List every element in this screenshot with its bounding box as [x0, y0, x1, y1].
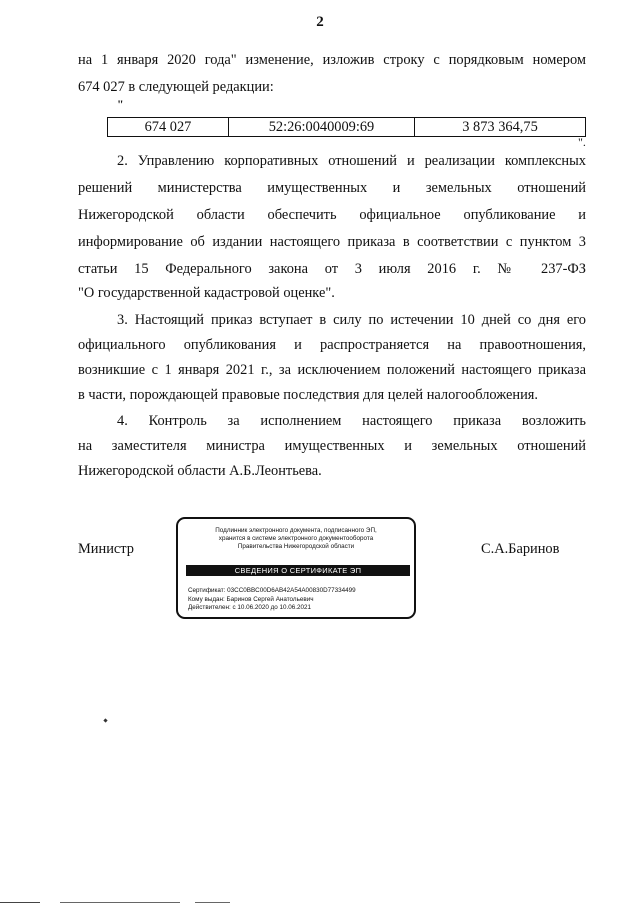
stamp-certificate-bar: СВЕДЕНИЯ О СЕРТИФИКАТЕ ЭП: [186, 565, 410, 576]
stamp-header-line: Подлинник электронного документа, подписанного ЭП,: [215, 527, 377, 534]
stamp-header-line: Правительства Нижегородской области: [237, 543, 355, 550]
para2-line-1: 2. Управлению корпоративных отношений и реализации комплексных: [117, 153, 586, 169]
table-row: [108, 118, 586, 137]
quote-open-mark: ": [117, 97, 124, 111]
quote-close-mark: ".: [578, 135, 586, 149]
para2-line-2: решений министерства имущественных и земельных отношений: [78, 180, 586, 196]
stamp-certificate-serial: Сертификат: 03CC0BBC00D6AB42A54A00830D77334499: [188, 587, 356, 594]
para3-line-4: в части, порождающей правовые последствия для целей налогообложения.: [78, 387, 538, 403]
para4-line-2: на заместителя министра имущественных и земельных отношений: [78, 438, 586, 454]
para2-line-6: "О государственной кадастровой оценке".: [78, 285, 335, 301]
record-table: [107, 117, 586, 137]
electronic-signature-stamp: [176, 517, 416, 619]
scan-speck: [103, 718, 107, 722]
para2-line-5: статьи 15 Федерального закона от 3 июля 2016 г. № 237-ФЗ: [78, 261, 586, 277]
record-number-cell: 674 027: [108, 118, 229, 137]
stamp-issued-to: Кому выдан: Баринов Сергей Анатольевич: [188, 595, 314, 603]
para2-line-3: Нижегородской области обеспечить официальное опубликование и: [78, 207, 586, 223]
stamp-validity: Действителен: с 10.06.2020 до 10.06.2021: [188, 604, 312, 611]
scan-edge-line: [195, 902, 230, 903]
intro-line-1: на 1 января 2020 года" изменение, изложив строку с порядковым номером: [78, 52, 586, 68]
para2-line-4: информирование об издании настоящего приказа в соответствии с пунктом 3: [78, 234, 586, 250]
signature-position: Министр: [78, 541, 134, 557]
stamp-certificate-info: [188, 587, 356, 613]
scan-edge-line: [60, 902, 180, 903]
page-number: 2: [316, 14, 324, 30]
stamp-header: [178, 527, 414, 551]
signature-name: С.А.Баринов: [481, 541, 560, 557]
para3-line-2: официального опубликования и распространяется на правоотношения,: [78, 337, 586, 353]
para4-line-1: 4. Контроль за исполнением настоящего приказа возложить: [117, 413, 586, 429]
para3-line-3: возникшие с 1 января 2021 г., за исключением положений настоящего приказа: [78, 362, 586, 378]
cadastral-value-cell: 3 873 364,75: [415, 118, 586, 137]
cadastral-number-cell: 52:26:0040009:69: [229, 118, 415, 137]
intro-line-2: 674 027 в следующей редакции:: [78, 79, 274, 95]
scan-edge-line: [0, 902, 40, 903]
para4-line-3: Нижегородской области А.Б.Леонтьева.: [78, 463, 322, 479]
stamp-header-line: хранится в системе электронного документооборота: [218, 535, 374, 542]
para3-line-1: 3. Настоящий приказ вступает в силу по истечении 10 дней со дня его: [117, 312, 586, 328]
